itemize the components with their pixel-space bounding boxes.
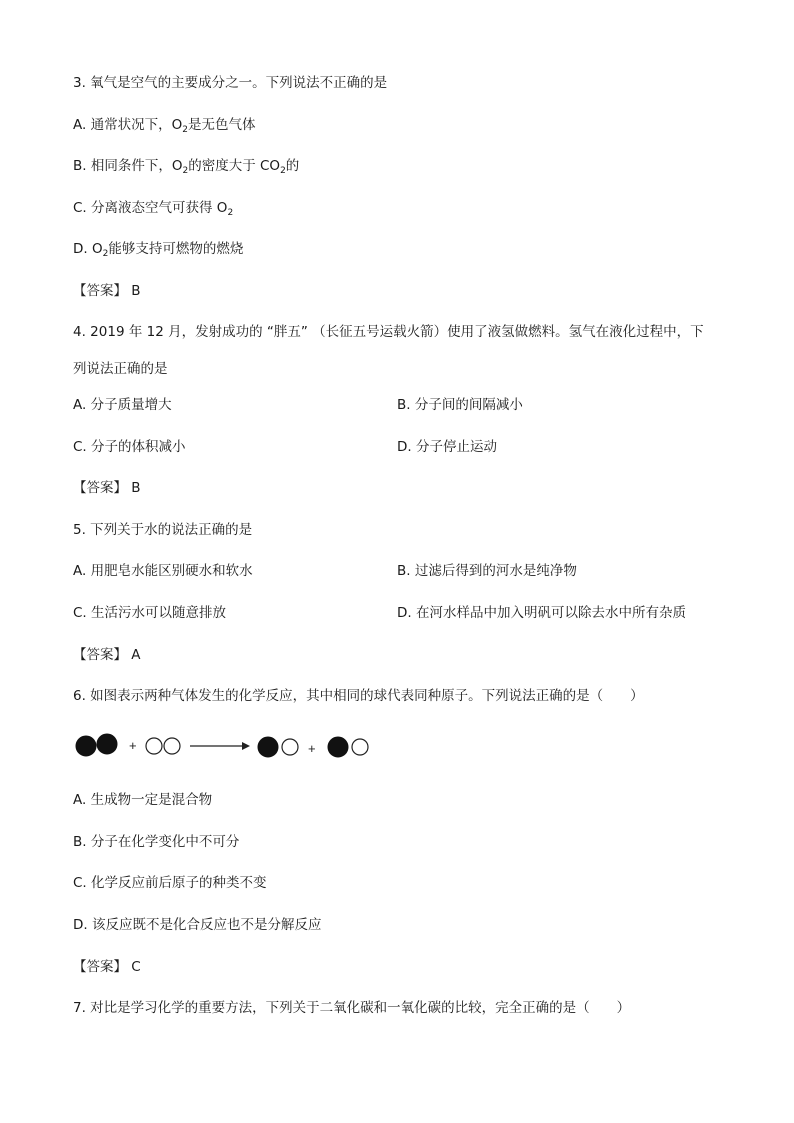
white-atom — [282, 739, 298, 755]
q5-option-a: A. 用肥皂水能区别硬水和软水 — [73, 563, 253, 579]
q5-option-c: C. 生活污水可以随意排放 — [73, 605, 227, 621]
q6-stem: 6. 如图表示两种气体发生的化学反应，其中相同的球代表同种原子。下列说法正确的是（ ） — [73, 688, 644, 704]
reactant-molecule-white-pair — [146, 738, 180, 754]
q4-option-b: B. 分子间的间隔减小 — [397, 397, 523, 413]
answer-tag: 【答案】 — [73, 647, 127, 663]
q6-option-d: D. 该反应既不是化合反应也不是分解反应 — [73, 917, 322, 933]
answer-value: B — [131, 480, 141, 496]
q4-stem-line-1: 4. 2019 年 12 月，发射成功的 “胖五” （长征五号运载火箭）使用了液氢做燃料。氢气在液化过程中，下 — [73, 324, 704, 340]
black-atom — [97, 734, 117, 754]
answer-value: C — [131, 959, 141, 975]
q3-option-d: D. $O_2$能够支持可燃物的燃烧 — [73, 241, 244, 259]
q3-answer — [73, 282, 141, 300]
plus-sign: + — [129, 738, 137, 753]
plus-sign: + — [308, 741, 316, 756]
q7-stem: 7. 对比是学习化学的重要方法，下列关于二氧化碳和一氧化碳的比较，完全正确的是（ ） — [73, 1000, 631, 1016]
white-atom — [164, 738, 180, 754]
q3-option-c: C. 分离液态空气可获得 $O_2$ — [73, 200, 234, 218]
answer-tag: 【答案】 — [73, 283, 127, 299]
q5-option-b: B. 过滤后得到的河水是纯净物 — [397, 563, 577, 579]
white-atom — [146, 738, 162, 754]
black-atom — [76, 736, 96, 756]
reactant-molecule-black-pair — [76, 734, 117, 756]
q3-option-a: A. 通常状况下，$O_2$是无色气体 — [73, 117, 256, 135]
black-atom — [328, 737, 348, 757]
reaction-arrow — [190, 742, 250, 750]
q5-answer — [73, 646, 141, 664]
q3-option-b: B. 相同条件下，$O_2$的密度大于 $CO_2$的 — [73, 158, 300, 176]
answer-tag: 【答案】 — [73, 959, 127, 975]
q6-option-c: C. 化学反应前后原子的种类不变 — [73, 875, 267, 891]
q3-stem: 3. 氧气是空气的主要成分之一。下列说法不正确的是 — [73, 75, 388, 91]
q5-option-d: D. 在河水样品中加入明矾可以除去水中所有杂质 — [397, 605, 686, 621]
q4-option-c: C. 分子的体积减小 — [73, 439, 186, 455]
reaction-diagram — [70, 728, 380, 764]
white-atom — [352, 739, 368, 755]
product-molecule-2 — [328, 737, 368, 757]
answer-tag: 【答案】 — [73, 480, 127, 496]
q4-stem-line-2: 列说法正确的是 — [73, 361, 168, 377]
q4-option-a: A. 分子质量增大 — [73, 397, 172, 413]
q4-answer — [73, 479, 141, 497]
black-atom — [258, 737, 278, 757]
q5-stem: 5. 下列关于水的说法正确的是 — [73, 522, 253, 538]
answer-value: A — [131, 647, 141, 663]
q6-option-a: A. 生成物一定是混合物 — [73, 792, 213, 808]
answer-value: B — [131, 283, 141, 299]
q6-option-b: B. 分子在化学变化中不可分 — [73, 834, 240, 850]
q4-option-d: D. 分子停止运动 — [397, 439, 497, 455]
product-molecule-1 — [258, 737, 298, 757]
q6-answer — [73, 958, 141, 976]
